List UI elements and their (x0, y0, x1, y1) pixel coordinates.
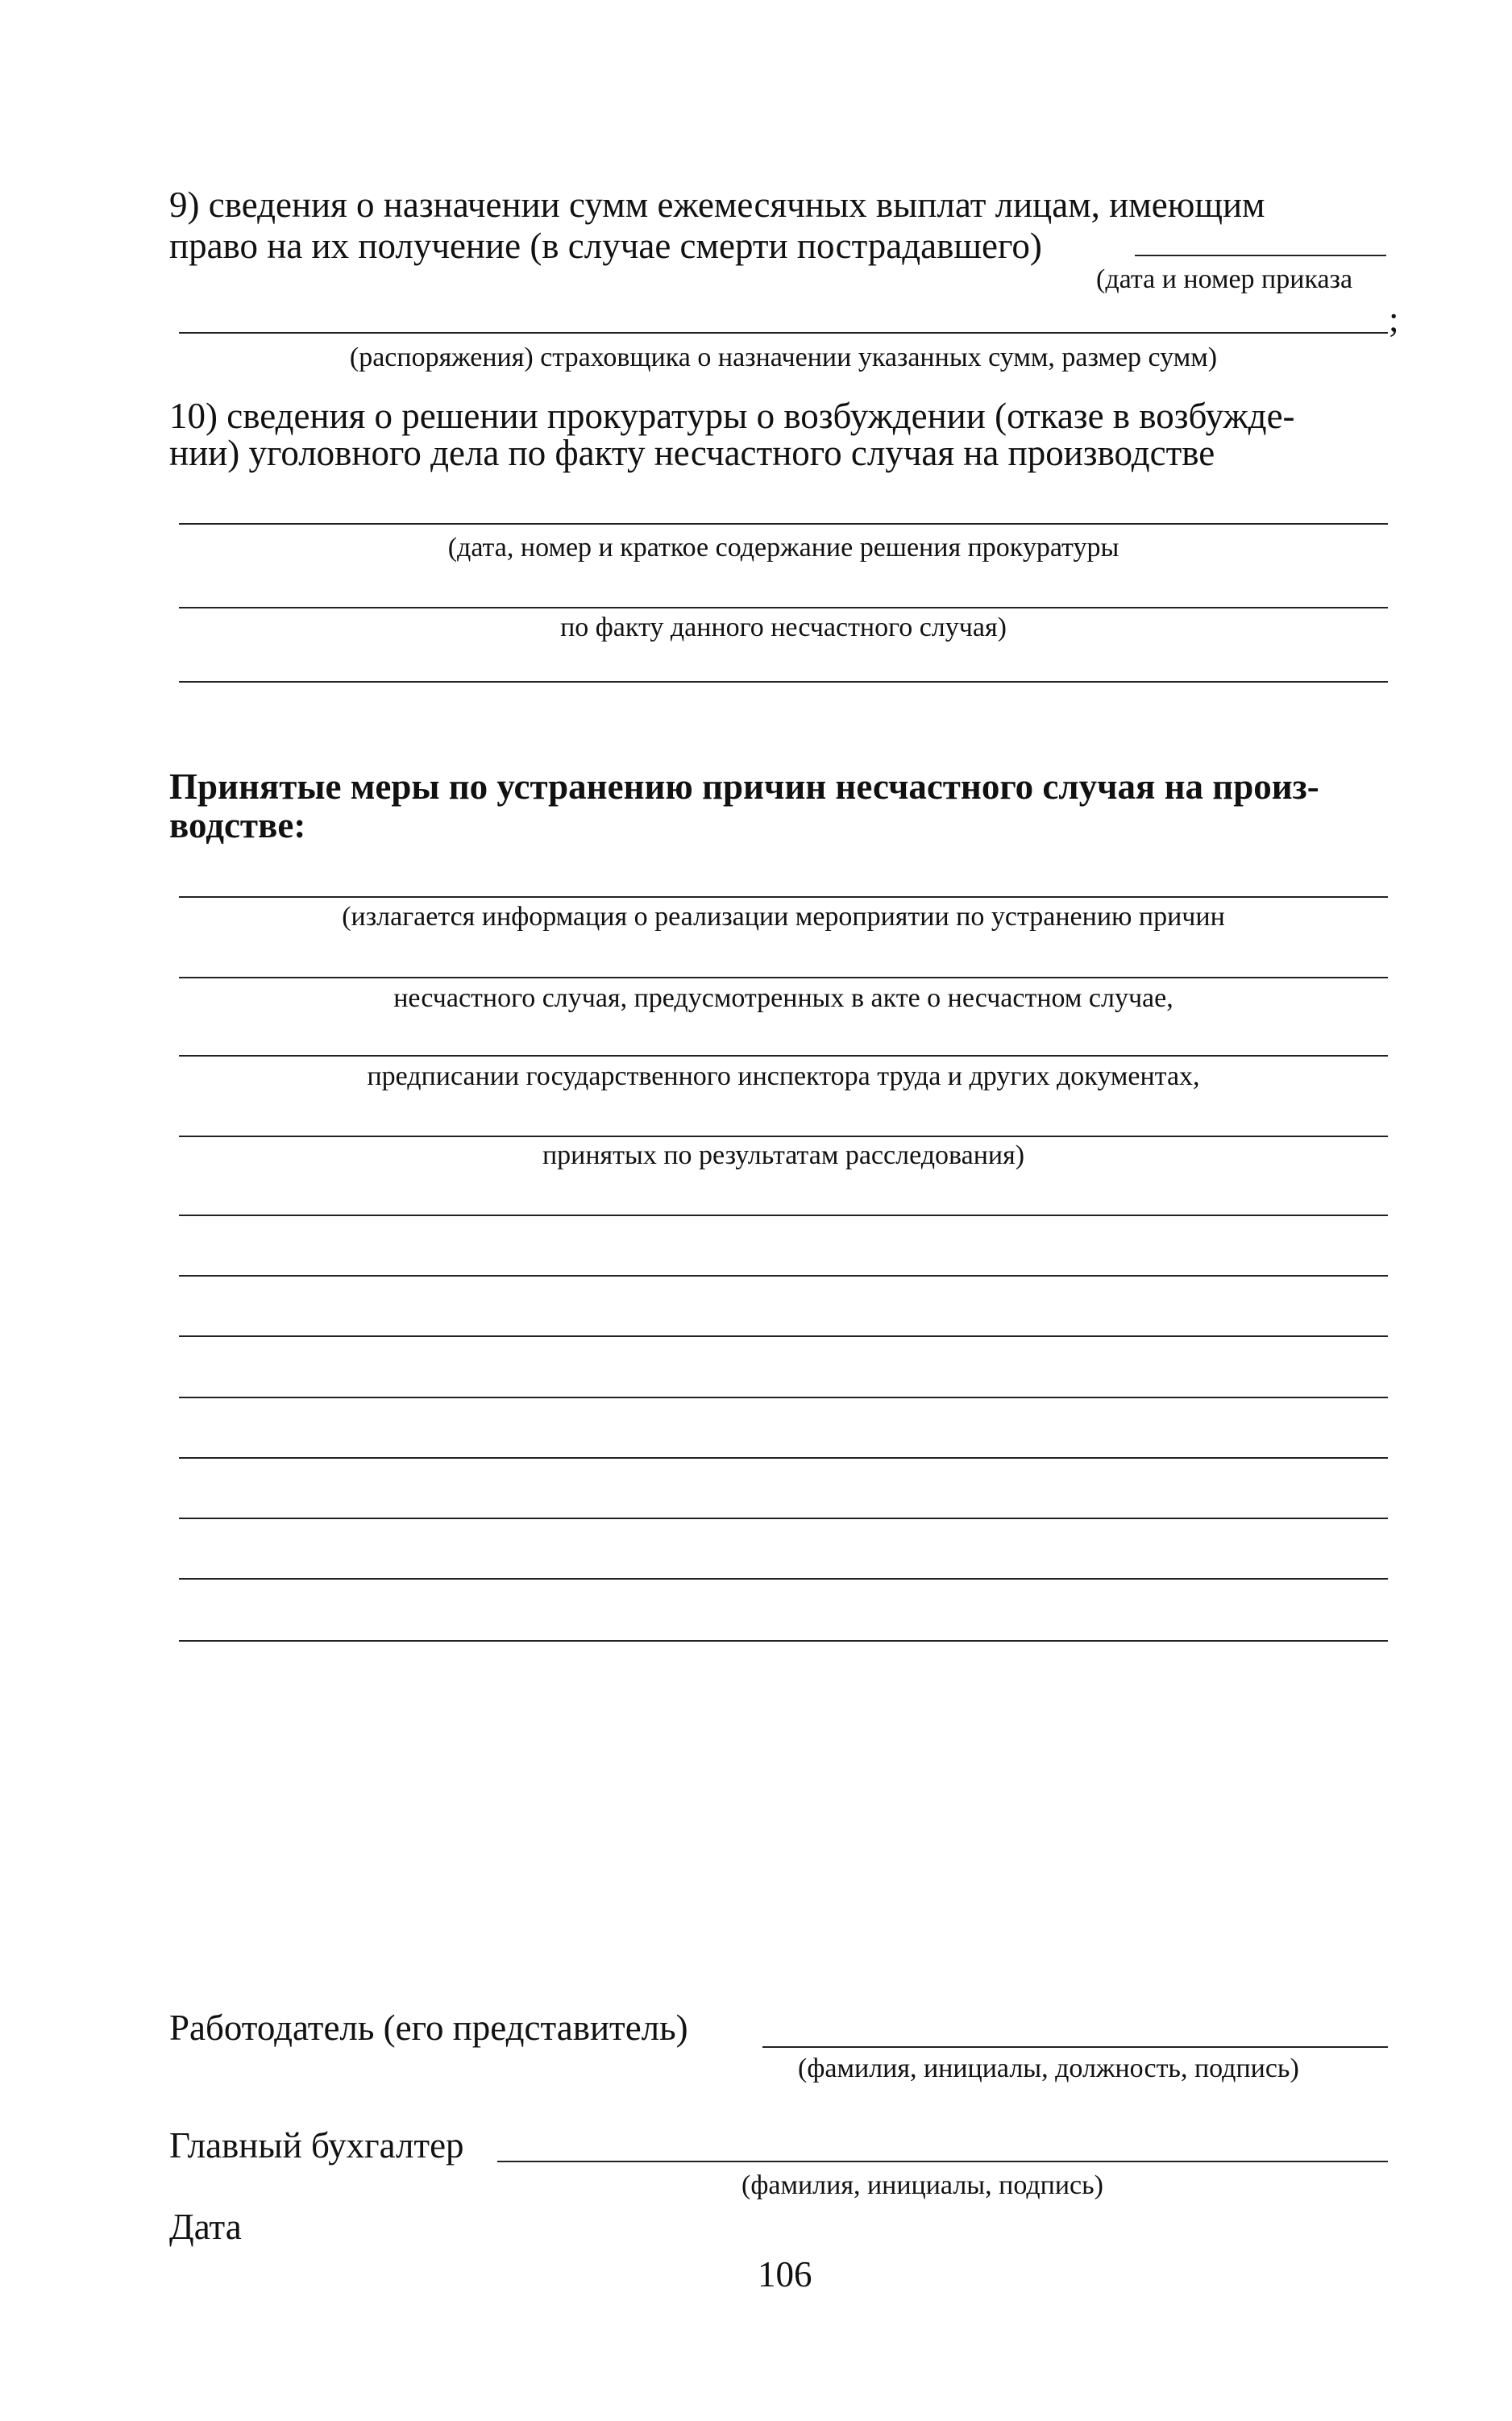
item10-line1: 10) сведения о решении прокуратуры о возбуждении (отказе в возбужде- (169, 396, 1295, 436)
item10-field-3[interactable] (179, 681, 1388, 683)
measures-heading-line1: Принятые меры по устранению причин несчастного случая на произ- (169, 766, 1319, 807)
date-label: Дата (169, 2207, 242, 2247)
accountant-label: Главный бухгалтер (169, 2125, 464, 2166)
blank-line[interactable] (179, 1640, 1388, 1642)
item9-semicolon: ; (1389, 299, 1399, 339)
item10-field-1[interactable] (179, 523, 1388, 525)
accountant-signature-field[interactable] (497, 2161, 1388, 2162)
measures-caption-2: несчастного случая, предусмотренных в акте о несчастном случае, (393, 983, 1173, 1013)
item9-caption2: (распоряжения) страховщика о назначении указанных сумм, размер сумм) (349, 343, 1218, 372)
measures-field-4[interactable] (179, 1136, 1388, 1137)
item10-field-2[interactable] (179, 607, 1388, 608)
measures-heading-line2: водстве: (169, 805, 306, 845)
measures-field-3[interactable] (179, 1055, 1388, 1057)
blank-line[interactable] (179, 1215, 1388, 1216)
item10-caption1: (дата, номер и краткое содержание решения прокуратуры (447, 533, 1119, 563)
blank-line[interactable] (179, 1518, 1388, 1519)
blank-line[interactable] (179, 1457, 1388, 1459)
blank-line[interactable] (179, 1578, 1388, 1580)
blank-line[interactable] (179, 1335, 1388, 1337)
employer-label: Работодатель (его представитель) (169, 2008, 688, 2048)
measures-caption-1: (излагается информация о реализации мероприятии по устранению причин (342, 902, 1225, 932)
item9-order-field[interactable] (179, 332, 1388, 334)
measures-field-2[interactable] (179, 977, 1388, 978)
item9-line1: 9) сведения о назначении сумм ежемесячных выплат лицам, имеющим (169, 185, 1265, 225)
measures-field-1[interactable] (179, 896, 1388, 898)
item10-caption2: по факту данного несчастного случая) (560, 613, 1007, 642)
item10-line2: нии) уголовного дела по факту несчастного случая на производстве (169, 433, 1215, 473)
blank-line[interactable] (179, 1397, 1388, 1398)
measures-caption-3: предписании государственного инспектора труда и других документах, (367, 1061, 1200, 1091)
blank-line[interactable] (179, 1275, 1388, 1277)
item9-date-field[interactable] (1135, 255, 1386, 256)
item9-line2: право на их получение (в случае смерти пострадавшего) (169, 226, 1042, 266)
item9-caption1: (дата и номер приказа (1096, 264, 1353, 294)
employer-signature-field[interactable] (762, 2046, 1388, 2048)
measures-caption-4: принятых по результатам расследования) (542, 1140, 1025, 1170)
employer-caption: (фамилия, инициалы, должность, подпись) (798, 2053, 1299, 2083)
page-number: 106 (758, 2254, 812, 2294)
accountant-caption: (фамилия, инициалы, подпись) (741, 2170, 1103, 2200)
